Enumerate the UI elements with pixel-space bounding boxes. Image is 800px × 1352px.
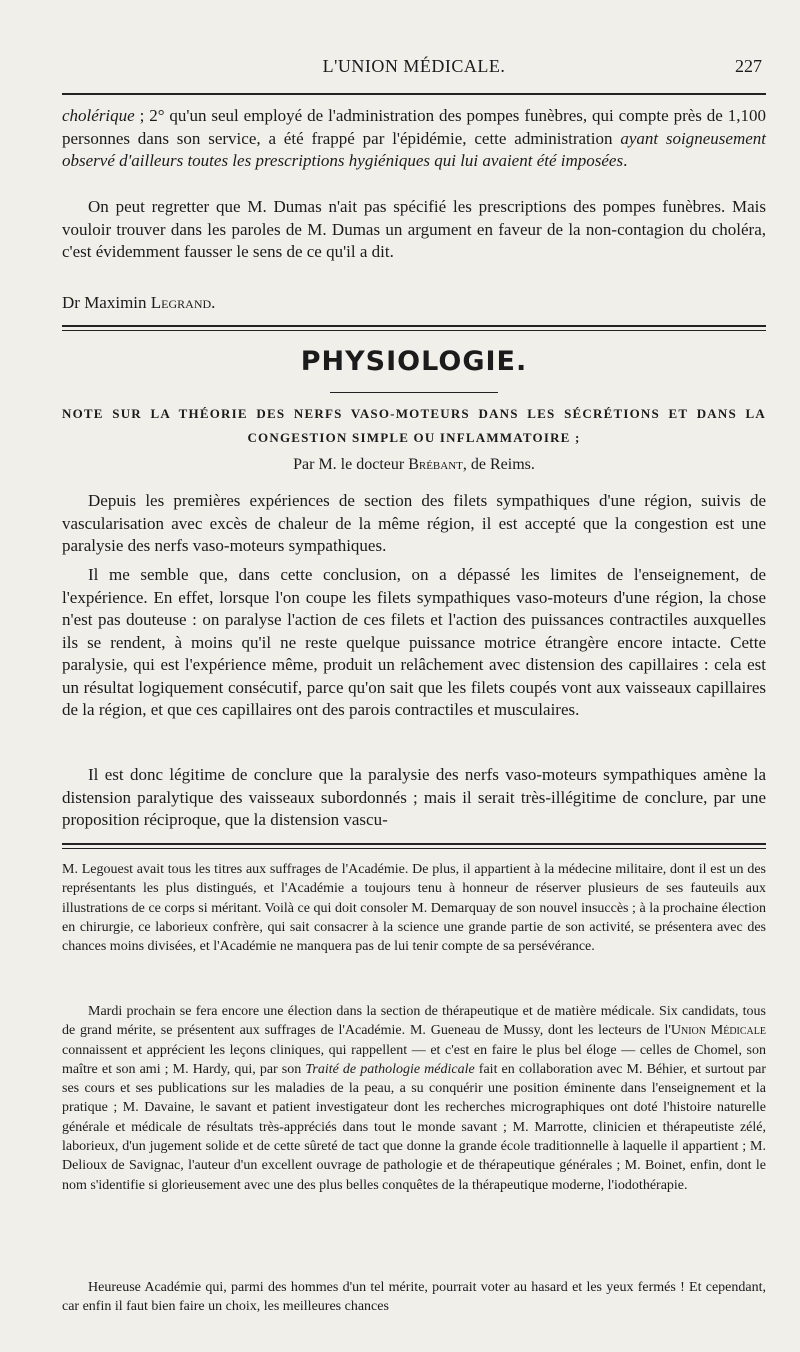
article-continuation-paragraph [62,105,766,173]
running-title: L'UNION MÉDICALE. [322,56,506,76]
feuilleton-paragraph-1: M. Legouest avait tous les titres aux suffrages de l'Académie. De plus, il appartient à la médecine militaire, dont il est un des représentants les plus distingués, et l'Académie a toujours tenu à honneur de réserver plusieurs de ses fauteuils aux illustrations de ce corps si méritant. Voilà ce qui doit consoler M. Demarquay de son nouvel insuccès ; à la prochaine élection en chirurgie, ce laborieux confrère, qui sait consacrer à la science une grande partie de son activité, se présentera avec des chances moins divisées, et l'Académie ne manquera pas de lui tenir compte de sa persévérance. [62,862,766,955]
byline-prefix: Par M. le docteur [293,456,409,473]
note-title: NOTE SUR LA THÉORIE DES NERFS VASO-MOTEURS DANS LES SÉCRÉTIONS ET DANS LA CONGESTION SIMPLE OU INFLAMMATOIRE ; [62,406,766,445]
header-rule [62,93,766,95]
feuilleton-paragraph-2 [62,1002,766,1195]
note-byline [62,456,766,474]
continuation-text: ; 2° qu'un seul employé de l'administration des pompes funèbres, qui compte près de 1,100 personnes dans son service, a été frappé par l'épidémie, cette administration [62,106,766,148]
feuilleton-rule [62,843,766,845]
book-title: Traité de pathologie médicale [305,1061,475,1077]
feuilleton-paragraph-3: Heureuse Académie qui, parmi des hommes d'un tel mérite, pourrait voter au hasard et les yeux fermés ! Et cependant, car enfin il faut bien faire un choix, les meilleures chances [62,1280,766,1315]
running-header [62,56,766,84]
journal-name: Union Médicale [670,1023,766,1039]
emphasis-cholerique: cholérique [62,106,135,125]
note-paragraph-3: Il est donc légitime de conclure que la paralysie des nerfs vaso-moteurs sympathiques amène la distension paralytique des vaisseaux subordonnés ; mais il serait très-illégitime de conclure, par une proposition réciproque, que la distension vascu- [62,765,766,829]
byline-suffix: , de Reims. [462,456,535,473]
section-title-underline [330,392,498,393]
feuilleton-rule-thin [62,848,766,849]
feuilleton-text-c: fait en collaboration avec M. Béhier, et surtout par ses cours et ses publications sur les maladies de la peau, a su conquérir une position éminente dans l'enseignement et la pratique ; M. Davaine, le savant et patient investigateur dont les recherches micrographiques ont doté l'histoire naturelle générale et médicale de résultats très-appréciés dans tout le monde savant ; M. Marrotte, clinicien et thérapeutiste zélé, laborieux, d'un jugement solide et de cette sûreté de tact que donne la grande école traditionnelle à laquelle il appartient ; M. Delioux de Savignac, l'auteur d'un excellent ouvrage de pathologie et de thérapeutique générales ; M. Boinet, enfin, dont le nom s'identifie si glorieusement avec une des plus belles conquêtes de la thérapeutique moderne, l'iodothérapie. [62,1061,766,1193]
article-signature: Dr Maximin Legrand. [62,293,216,312]
section-title: PHYSIOLOGIE. [300,346,528,377]
note-paragraph-2: Il me semble que, dans cette conclusion, on a dépassé les limites de l'enseignement, de l'expérience. En effet, lorsque l'on coupe les filets sympathiques vaso-moteurs d'une région, la chose n'est pas douteuse : on paralyse l'action de ces filets et l'action des puissances contractiles auxquelles ils se rendent, à moins qu'il ne reste quelque puissance motrice étrangère encore intacte. Cette paralysie, qui est l'expérience même, produit un relâchement avec distension des capillaires : cela est un résultat logiquement consécutif, parce qu'on sait que les filets coupés vont aux vaisseaux capillaires de la région, et que ces capillaires ont des parois contractiles et musculaires. [62,565,766,719]
feuilleton-text-a: Mardi prochain se fera encore une élection dans la section de thérapeutique et de matière médicale. Six candidats, tous de grand mérite, se présentent aux suffrages de l'Académie. M. Gueneau de Mussy, dont les lecteurs de l' [62,1004,766,1039]
section-rule-top [62,325,766,327]
continuation-end: . [623,151,628,170]
signature-name: Legrand [150,293,212,312]
feuilleton-text-b: connaissent et apprécient les leçons cliniques, qui rappellent — et c'est en faire le plus bel éloge — celles de Chomel, son maître et son ami ; M. Hardy, qui, par son [62,1042,766,1077]
page-number: 227 [735,56,762,76]
byline-author: Brébant [408,456,463,473]
article-paragraph-dumas: On peut regretter que M. Dumas n'ait pas spécifié les prescriptions des pompes funèbres. Mais vouloir trouver dans les paroles de M. Dumas un argument en faveur de la non-contagion du choléra, c'est évidemment fausser le sens de ce qu'il a dit. [62,197,766,261]
section-rule-top-thin [62,330,766,331]
signature-prefix: Dr Maximin [62,293,151,312]
emphasis-prescriptions: ayant soigneusement observé d'ailleurs toutes les prescriptions hygiéniques qui lui avaient été imposées [62,128,766,170]
note-paragraph-1: Depuis les premières expériences de section des filets sympathiques d'une région, suivis de vascularisation avec excès de chaleur de la même région, il est accepté que la congestion est une paralysie des nerfs vaso-moteurs sympathiques. [62,491,766,555]
